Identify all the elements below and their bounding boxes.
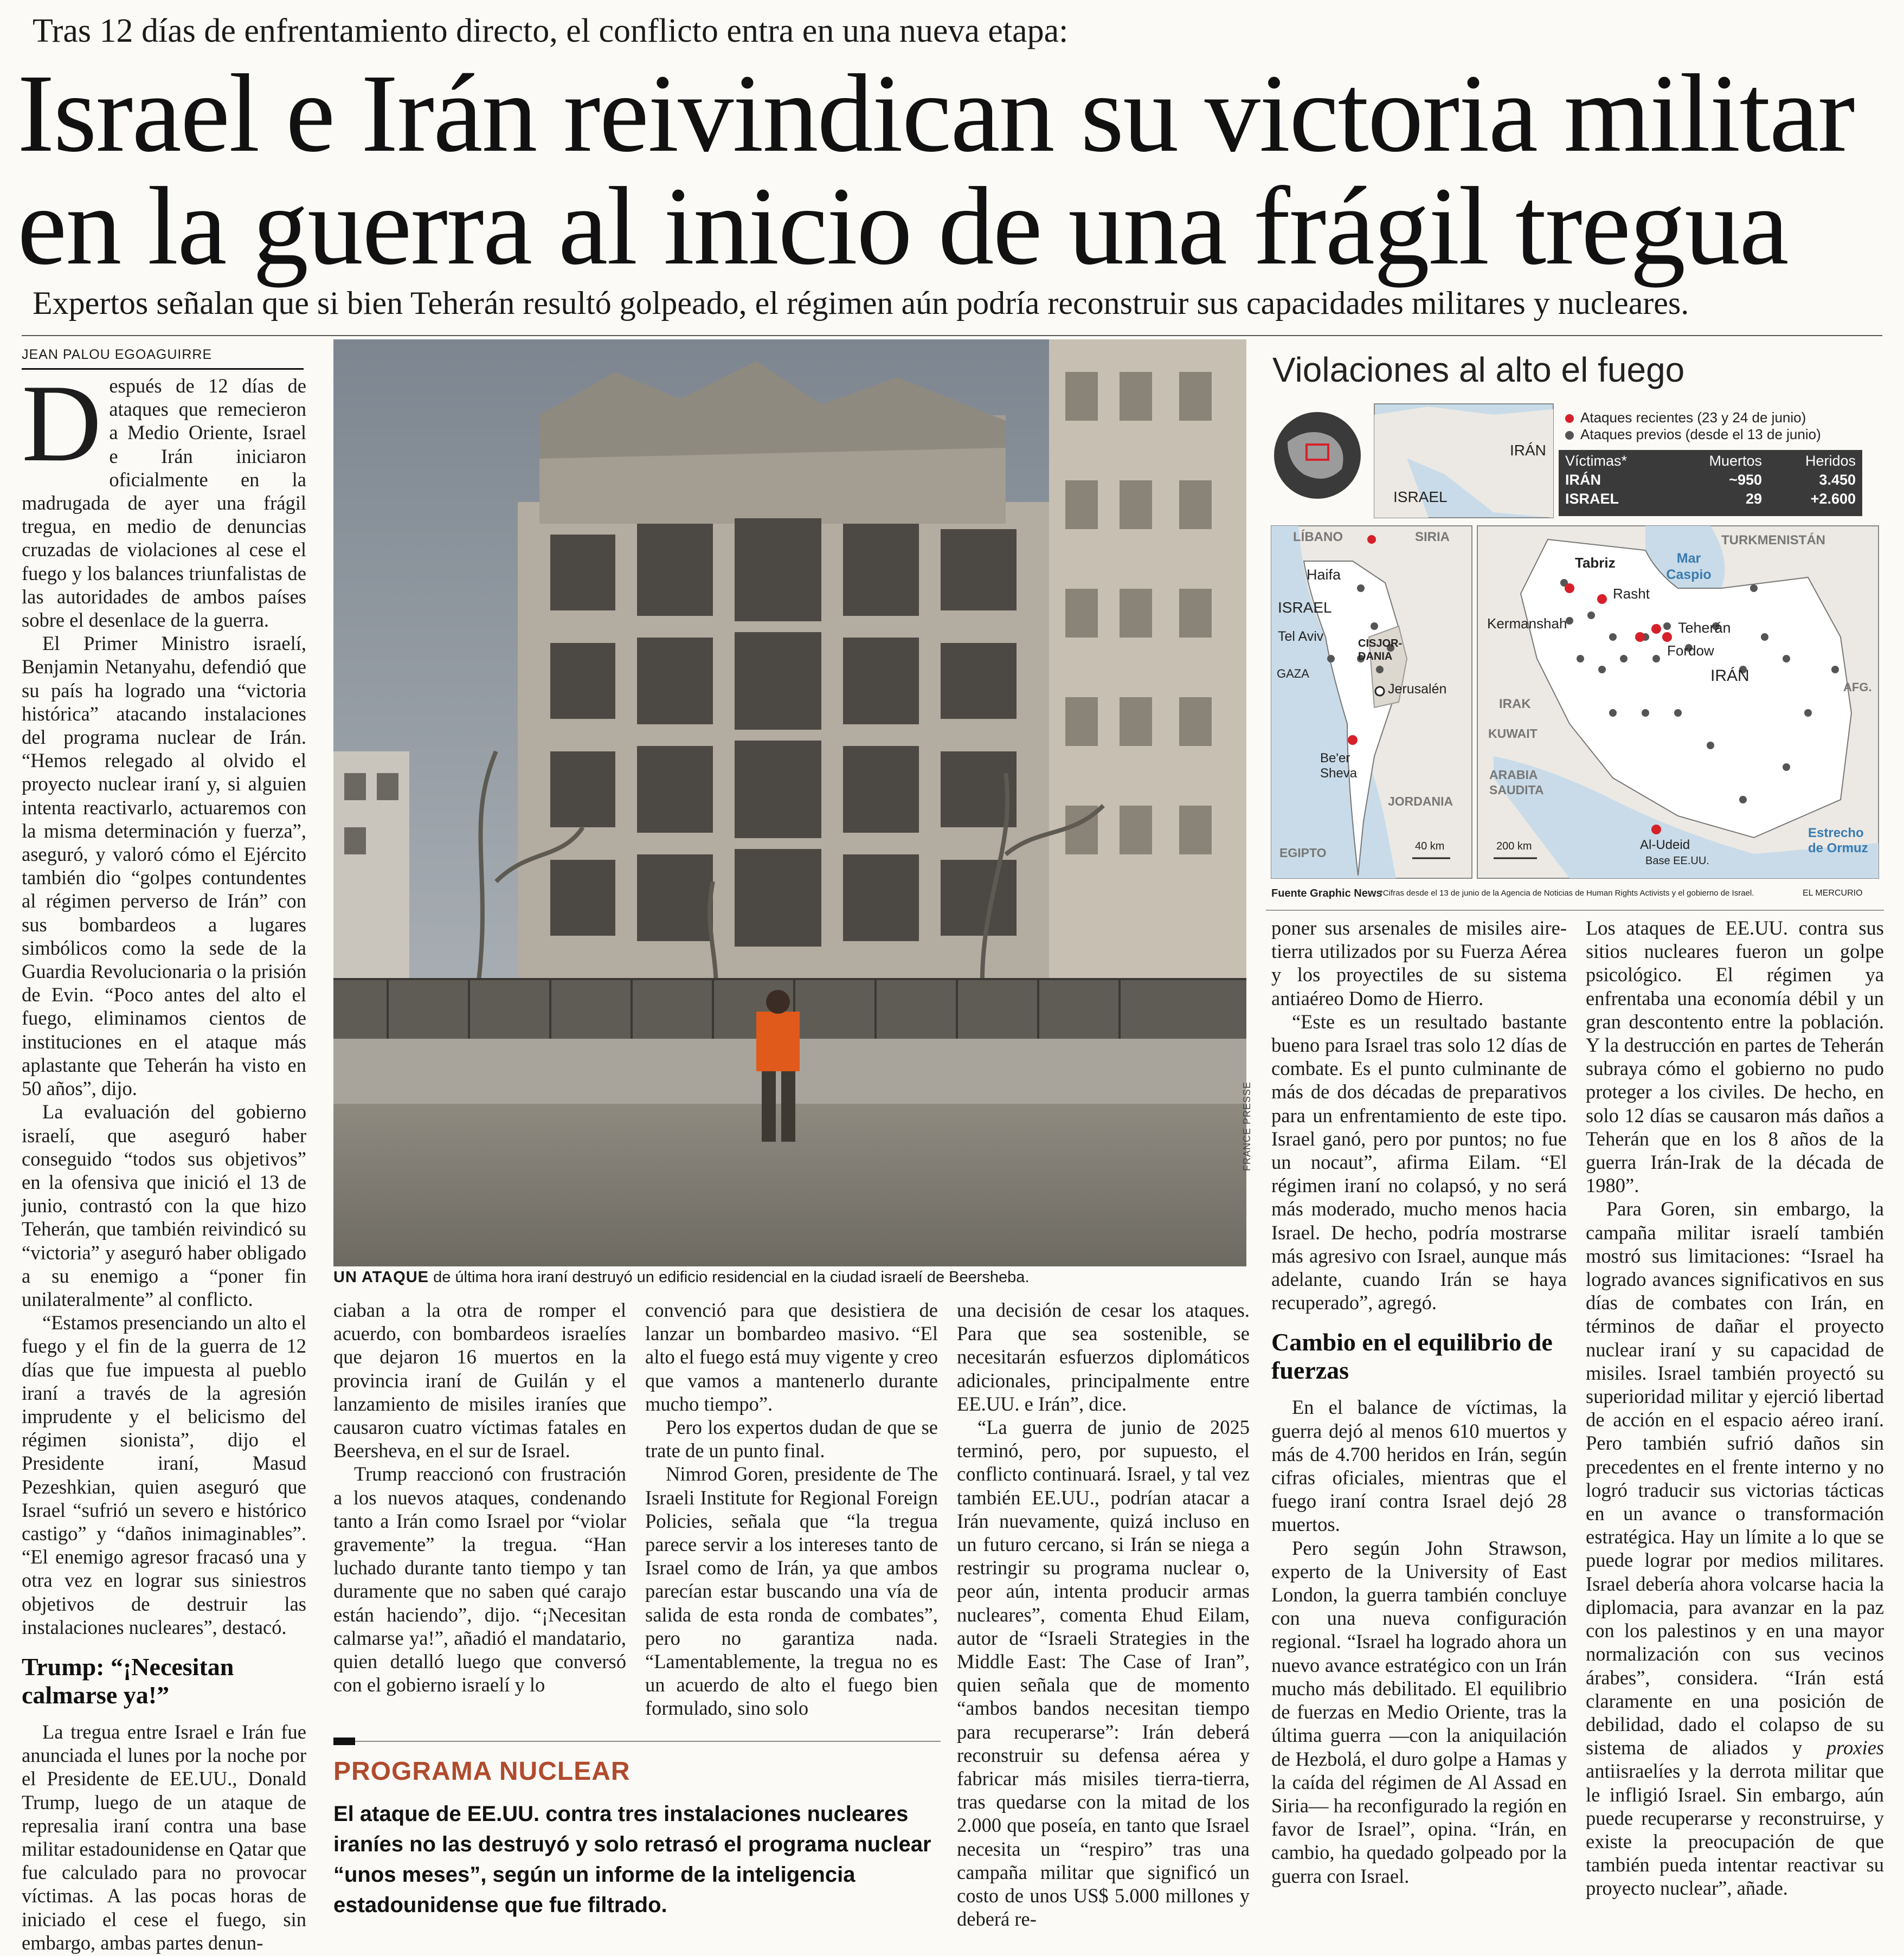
map-scale-200km: 200 km [1496, 840, 1532, 852]
paragraph: “La guerra de junio de 2025 terminó, pero, por supuesto, el conflicto continuará. Israel, y tal vez también EE.UU., podrían atacar a Irán nuevamente, quizá incluso en un futuro cercano, si Irán se niega a restringir su programa nuclear o, peor aún, intenta producir armas nucleares”, comenta Ehud Eilam, autor de “Israeli Strategies in the Middle East: The Case of Iran”, quien señala que de momento “ambos bandos necesitan tiempo para recuperarse”: Irán deberá reconstruir su defensa aérea y fabricar más misiles tierra-tierra, tras quedarse con la mitad de los 2.000 que poseía, en tanto que Israel necesita un “respiro” tras una campaña militar que significó un costo de unos US$ 5.000 millones y deberá re- [957, 1416, 1250, 1931]
map-label-mar-caspio: Mar Caspio [1666, 551, 1712, 582]
column-5 [1586, 916, 1884, 1930]
map-label-siria: SIRIA [1415, 530, 1450, 544]
map-label-libano: LÍBANO [1293, 530, 1343, 544]
map-label-aludeid: Al-Udeid [1640, 838, 1690, 852]
map-label-egipto: EGIPTO [1279, 846, 1327, 860]
paragraph: Los ataques de EE.UU. contra sus sitios nucleares fueron un golpe psicológico. El régimen ya enfrentaba una economía débil y un gran descontento entre la población. Y la destrucción en partes de Teherán subraya cómo el gobierno no pudo proteger a los civiles. De hecho, en solo 12 días se causaron más daños a Teherán que en los 8 años de la guerra Irán-Irak de la década de 1980”. [1586, 917, 1884, 1197]
paragraph: Trump reaccionó con frustración a los nuevos ataques, condenando tanto a Irán como Israel por “violar gravemente” la tregua. “Han luchado durante tanto tiempo y tan duramente que no saben qué carajo están haciendo”, dijo. “¡Necesitan calmarse ya!”, añadió el mandatario, quien detalló luego que conversó con el gobierno israelí y lo [333, 1463, 626, 1696]
map-label-rasht: Rasht [1613, 585, 1650, 602]
map-label-kuwait: KUWAIT [1488, 726, 1538, 741]
byline: JEAN PALOU EGOAGUIRRE [22, 347, 304, 370]
map-label-tabriz: Tabriz [1575, 555, 1616, 571]
infographic-source: Fuente Graphic News [1271, 887, 1382, 899]
map-label-turkmenistan: TURKMENISTÁN [1721, 533, 1825, 548]
map-scale-40km: 40 km [1415, 840, 1445, 852]
headline: Israel e Irán reivindican su victoria militar en la guerra al inicio de una frágil tregua [17, 51, 1854, 288]
map-label-beersheva: Be'er Sheva [1320, 751, 1358, 781]
paragraph: ciaban a la otra de romper el acuerdo, con bombardeos israelíes que dejaron 16 muertos en la provincia iraní de Guilán y el lanzamiento de misiles iraníes que causaron cuatro víctimas fatales en Beersheva, en el sur de Israel. [333, 1299, 626, 1462]
dek: Expertos señalan que si bien Teherán resultó golpeado, el régimen aún podría reconstruir sus capacidades militares y nucleares. [33, 285, 1689, 321]
paragraph: Pero según John Strawson, experto de la University of East London, la guerra también concluye con una nueva configuración regional. “Israel ha logrado ahora un nuevo avance estratégico con un Irán mucho más debilitado. El equilibrio de fuerzas en Medio Oriente, tras la última guerra —con la aniquilación de Hezbolá, el duro golpe a Hamas y la caída del régimen de Al Assad en Siria— ha reconfigurado la región en favor de Israel”, opina. “Irán, en cambio, ha quedado golpeado por la guerra con Israel. [1271, 1536, 1567, 1887]
paragraph: Pero los expertos dudan de que se trate de un punto final. [645, 1416, 938, 1462]
map-label-irak: IRAK [1499, 697, 1531, 711]
dead: 29 [1745, 491, 1762, 507]
paragraph: poner sus arsenales de misiles aire-tierra utilizados por su Fuerza Aérea y los proyectiles de su sistema antiaéreo Domo de Hierro. [1271, 917, 1567, 1009]
paragraph: En el balance de víctimas, la guerra dejó al menos 610 muertos y más de 4.700 heridos en Irán, según cifras oficiales, mientras que el fuego iraní contra Israel dejó 28 muertos. [1271, 1396, 1567, 1536]
photo-credit: FRANCE PRESSE [1242, 1081, 1252, 1171]
legend-recent: Ataques recientes (23 y 24 de junio) [1580, 409, 1806, 426]
country: IRÁN [1565, 472, 1601, 488]
map-label-iran: IRÁN [1710, 667, 1749, 685]
map-label-kermanshah: Kermanshah [1487, 615, 1567, 632]
paragraph: “Este es un resultado bastante bueno para Israel tras solo 12 días de combate. Es el punto culminante de más de dos décadas de preparativos para un enfrentamiento de este tipo. Israel ganó, pero por puntos; no fue un nocaut”, afirma Eilam. “El régimen iraní no colapsó, y no será más moderado, mucho menos hacia Israel. De hecho, podría mostrarse más agresivo con Israel, aunque más adelante, cuando Irán se haya recuperado”, agregó. [1271, 1010, 1567, 1314]
paragraph: La tregua entre Israel e Irán fue anunciada el lunes por la noche por el Presidente de EE.UU., Donald Trump, luego de un ataque de represalia iraní contra una base militar estadounidense en Qatar que fue calculado para no provocar víctimas. A las pocas horas de iniciado el cese el fuego, sin embargo, ambas partes denun- [22, 1720, 307, 1954]
paragraph-part: antiisraelíes y la derrota militar que le infligió Israel. Sin embargo, aún puede recuperarse y reconstruirse, y existe la preocupación de que también pueda intentar reactivar su proyecto nuclear”, añade. [1586, 1760, 1884, 1900]
infographic-footnote: *Cifras desde el 13 de junio de la Agencia de Noticias de Human Rights Activists y el gobierno de Israel. [1380, 889, 1754, 898]
map-label-jerusalen: Jerusalén [1388, 681, 1447, 697]
photo-caption [333, 1266, 1244, 1288]
news-photo [333, 339, 1246, 1266]
map-label-ormuz: Estrecho de Ormuz [1808, 826, 1868, 855]
map-label-arabia: ARABIA SAUDITA [1489, 768, 1544, 797]
injured: 3.450 [1819, 472, 1856, 488]
drop-cap: D [22, 362, 102, 485]
infographic [1266, 333, 1884, 908]
subhead-trump: Trump: “¡Necesitan calmarse ya!” [22, 1652, 234, 1709]
casualty-header [1559, 452, 1862, 471]
column-4a [957, 1298, 1250, 1931]
legend-previous: Ataques previos (desde el 13 de junio) [1580, 426, 1821, 442]
box-text: El ataque de EE.UU. contra tres instalaciones nucleares iraníes no las destruyó y solo retrasó el programa nuclear “unos meses”, según un informe de la inteligencia estadounidense que fue filtrado. [333, 1802, 931, 1917]
header-dead: Muertos [1709, 453, 1762, 469]
paragraph: “Estamos presenciando un alto el fuego y el fin de la guerra de 12 días que fue impuesta al pueblo iraní a través de la agresión imprudente y el belicismo del régimen sionista”, dijo el Presidente iraní, Masud Pezeshkian, quien aseguró que Israel “sufrió un severo e histórico castigo” y “daños inimaginables”. “El enemigo agresor fracasó una y otra vez en lograr sus siniestros objetivos de destruir las instalaciones nucleares”, destacó. [22, 1311, 306, 1638]
map-label-base: Base EE.UU. [1645, 855, 1709, 867]
country: ISRAEL [1565, 491, 1619, 507]
dead: ~950 [1729, 472, 1762, 488]
inset-label-iran: IRÁN [1510, 442, 1546, 459]
infographic-outlet: EL MERCURIO [1803, 889, 1863, 898]
paragraph [1586, 1197, 1884, 1900]
map-label-afg: AFG. [1843, 680, 1872, 694]
subhead-equilibrio: Cambio en el equilibrio de fuerzas [1271, 1328, 1553, 1385]
caption-text: de última hora iraní destruyó un edificio residencial en la ciudad israelí de Beersheba. [429, 1269, 1030, 1286]
map-label-haifa: Haifa [1307, 567, 1341, 583]
kicker: Tras 12 días de enfrentamiento directo, el conflicto entra en una nueva etapa: [33, 12, 1069, 49]
inset-label-israel: ISRAEL [1393, 488, 1448, 505]
paragraph: El Primer Ministro israelí, Benjamin Netanyahu, defendió que su país ha logrado una “victoria histórica” atacando instalaciones del programa nuclear de Irán. “Hemos relegado al olvido el proyecto nuclear iraní y, si alguien intenta reactivarlo, actuaremos con la misma determinación y fuerza”, aseguró, y valoró cómo el Ejército también dio “golpes contundentes al régimen perverso de Irán” con sus bombardeos a lugares simbólicos como la sede de la Guardia Revolucionaria o la prisión de Evin. “Poco antes del alto el fuego, eliminamos cientos de instituciones en el ataque más aplastante que Teherán ha visto en 50 años”, dijo. [22, 632, 306, 1100]
header-injured: Heridos [1805, 453, 1856, 469]
infographic-bottom-rule [1266, 910, 1884, 911]
map-label-gaza: GAZA [1277, 667, 1309, 680]
map-label-telaviv: Tel Aviv [1278, 629, 1324, 644]
map-label-cisjordania: CISJOR-DANIA [1358, 638, 1403, 662]
paragraph: La evaluación del gobierno israelí, que aseguró haber conseguido “todos sus objetivos” en la ofensiva que inició el 13 de junio, contrastó con la que hizo Teherán, que también reivindicó su “victoria” y aseguró haber obligado a su enemigo a “poner fin unilateralmente” al conflicto. [22, 1101, 306, 1310]
box-title: PROGRAMA NUCLEAR [333, 1757, 631, 1786]
paragraph: espués de 12 días de ataques que remecieron a Medio Oriente, Israel e Irán iniciaron oficialmente en la madrugada de ayer una frágil tregua, en medio de denuncias cruzadas de violaciones al cese el fuego y los balances triunfalistas de las autoridades de ambos países sobre el desenlace de la guerra. [22, 375, 306, 632]
destroyed-building-image [333, 339, 1246, 1266]
header-victims: Víctimas* [1565, 453, 1628, 469]
column-3 [645, 1298, 938, 1732]
paragraph-part: Para Goren, sin embargo, la campaña militar israelí también mostró sus limitaciones: “Israel ha logrado avances significativos en sus días de combates con Irán, en términos de dañar el proyecto nuclear iraní y su capacidad de misiles. Israel también proyectó su superioridad militar y ejerció libertad de acción en el espacio aéreo iraní. Pero también sufrió daños sin precedentes en el frente interno y no logró traducir sus victorias tácticas en un avance o transformación estratégica. Hay un límite a lo que se puede lograr por medios militares. Israel debería ahora volcarse hacia la diplomacia, para avanzar en la paz con los palestinos y en una mayor normalización con sus vecinos árabes”, considera. “Irán está claramente en una posición de debilidad, dado el colapso de su sistema de aliados y [1586, 1198, 1884, 1759]
map-label-fordow: Fordow [1667, 642, 1714, 659]
column-1 [22, 362, 307, 1954]
casualty-row [1559, 471, 1862, 490]
column-2 [333, 1298, 626, 1732]
casualty-row [1559, 490, 1862, 509]
injured: +2.600 [1810, 491, 1856, 507]
caption-lead: UN ATAQUE [333, 1269, 429, 1286]
legend-previous-dot [1565, 431, 1574, 440]
map-label-israel: ISRAEL [1278, 599, 1332, 616]
casualty-table [1559, 452, 1862, 509]
paragraph: Nimrod Goren, presidente de The Israeli Institute for Regional Foreign Policies, señala que “la tregua parece servir a los intereses tanto de Israel como de Irán, ya que ambos parecían estar buscando una vía de salida de esta ronda de combates”, pero no garantiza nada. “Lamentablemente, la tregua no es un acuerdo de alto el fuego bien formulado, sino solo [645, 1463, 938, 1720]
box-marker [333, 1738, 355, 1745]
column-4b [1271, 916, 1567, 1930]
paragraph-emphasis: proxies [1826, 1736, 1884, 1759]
map-label-jordania: JORDANIA [1388, 794, 1453, 808]
paragraph: una decisión de cesar los ataques. Para que sea sostenible, se necesitarán esfuerzos diplomáticos adicionales, principalmente entre EE.UU. e Irán”, dice. [957, 1299, 1250, 1415]
map-label-teheran: Teherán [1678, 620, 1731, 636]
box-rule [355, 1741, 941, 1742]
infographic-title: Violaciones al alto el fuego [1272, 350, 1685, 389]
paragraph: convenció para que desistiera de lanzar un bombardeo masivo. “El alto el fuego está muy vigente y creo que vamos a mantenerlo durante mucho tiempo”. [645, 1299, 938, 1415]
legend-recent-dot [1565, 414, 1574, 423]
